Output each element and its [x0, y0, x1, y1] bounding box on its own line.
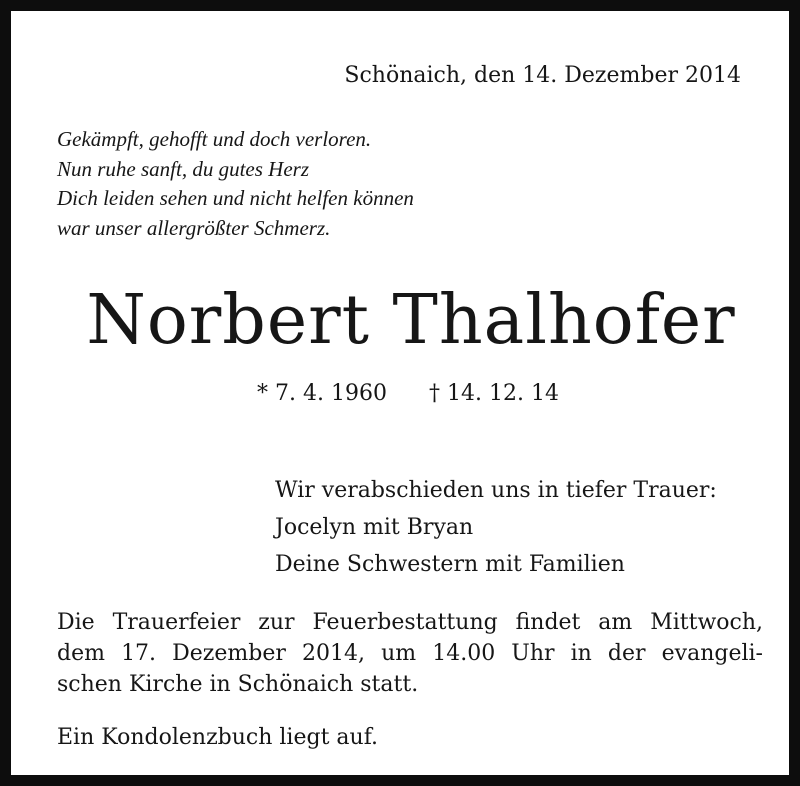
- poem: [57, 125, 414, 243]
- poem-line: Dich leiden sehen und nicht helfen können: [57, 186, 414, 210]
- place-date: Schönaich, den 14. Dezember 2014: [344, 63, 741, 88]
- mourner-line: Deine Schwestern mit Familien: [275, 552, 625, 577]
- ceremony-info: [57, 607, 763, 700]
- mourner-line: Jocelyn mit Bryan: [275, 515, 474, 540]
- poem-line: Nun ruhe sanft, du gutes Herz: [57, 156, 309, 181]
- poem-line: war unser allergrößter Schmerz.: [57, 215, 331, 240]
- death-date: † 14. 12. 14: [429, 381, 559, 406]
- deceased-name: Norbert Thalhofer: [86, 281, 736, 360]
- ceremony-line: dem 17. Dezember 2014, um 14.00 Uhr in der evangeli-: [57, 641, 763, 666]
- ceremony-line: Die Trauerfeier zur Feuerbestattung findet am Mittwoch,: [57, 610, 763, 635]
- poem-line: Gekämpft, gehofft und doch verloren.: [57, 127, 372, 151]
- condolence-note: Ein Kondolenzbuch liegt auf.: [57, 725, 379, 750]
- mourners-block: [275, 472, 717, 583]
- birth-date: * 7. 4. 1960: [257, 381, 387, 406]
- mourners-intro: Wir verabschieden uns in tiefer Trauer:: [275, 478, 717, 503]
- ceremony-line: schen Kirche in Schönaich statt.: [57, 672, 419, 697]
